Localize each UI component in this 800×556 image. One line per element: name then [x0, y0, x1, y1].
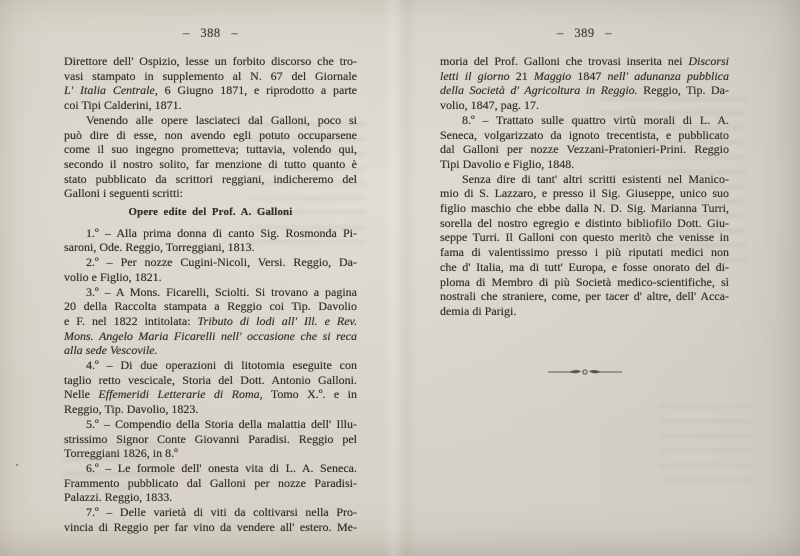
text-line [64, 446, 357, 461]
text-column-right [440, 54, 729, 378]
body-text: demia di Parigi. [440, 303, 517, 318]
body-text: 3.º – A Mons. Ficarelli, Sciolti. Si trovano a pagina [86, 284, 357, 299]
text-line [64, 373, 357, 388]
body-text: fama di valentissimo presso i più riputati medici non [440, 245, 729, 260]
body-text: 20 della Raccolta stampata a Reggio coi Tip. Davolio [64, 299, 357, 314]
text-line [64, 226, 357, 241]
text-line [440, 260, 729, 275]
text-line [64, 461, 357, 476]
body-text: può dire di esse, non avendo egli potuto occuparsene [64, 127, 357, 142]
body-text: 5.º – Compendio della Storia della malattia dell' Illu- [86, 416, 357, 431]
text-line [64, 299, 357, 314]
body-text: Torreggiani 1826, in 8.º [64, 446, 178, 461]
body-text: coi Tipi Calderini, 1871. [64, 98, 182, 113]
text-line [64, 172, 357, 187]
body-text: come il suo ingegno prometteva; tuttavia, volendo qui, [64, 142, 357, 157]
text-line [440, 142, 729, 157]
text-line [64, 387, 357, 402]
text-line [440, 172, 729, 187]
body-text: seppe Turri. Il Galloni con questo meritò che venisse in [440, 230, 729, 245]
text-line [440, 216, 729, 231]
body-text: stato pubblicato da scrittori reggiani, indicheremo del [64, 171, 357, 186]
text-line [440, 275, 729, 290]
body-text: volio, 1847, pag. 17. [440, 98, 539, 113]
text-line [440, 113, 729, 128]
text-line [64, 157, 357, 172]
body-text: Seneca, volgarizzato da ignoto trecentista, e pubblicato [440, 127, 729, 142]
italic-text: Discorsi [688, 54, 729, 68]
text-line [64, 402, 357, 417]
body-text: vincia di Reggio per far vino da vendere all' estero. Me- [64, 519, 357, 534]
italic-text: nell' adunanza pubblica [607, 68, 729, 83]
ornament-divider-icon [547, 366, 623, 378]
body-text: Direttore dell' Ospizio, lesse un forbito discorso che tro- [64, 54, 357, 68]
text-line [440, 54, 729, 69]
text-line [440, 201, 729, 216]
text-line [64, 255, 357, 270]
italic-text: Effemeridi Letterarie di Roma, [98, 387, 263, 402]
text-line [64, 240, 357, 255]
text-line [64, 358, 357, 373]
text-line [64, 128, 357, 143]
text-line [440, 69, 729, 84]
body-text: ploma di Membro di più Società medico-scientifiche, sì [440, 274, 729, 289]
body-text: 8.º – Trattato sulle quattro virtù morali di L. A. [462, 112, 729, 127]
body-text: Tomo X.º. e in [262, 387, 357, 402]
text-line [64, 98, 357, 113]
body-text: dal Galloni per nozze Vezzani-Pratonieri-Prini. Reggio [440, 142, 729, 157]
body-text: Reggio, Tip. Da- [637, 83, 729, 98]
body-text: 6 Giugno 1871, e riprodotto a parte [157, 83, 357, 98]
text-line [440, 230, 729, 245]
body-text: taglio retto vescicale, Storia del Dott. Antonio Galloni. [64, 372, 357, 387]
body-text: strissimo Signor Conte Giovanni Paradisi. Reggio pel [64, 431, 357, 446]
text-line [64, 417, 357, 432]
body-text: Palazzi. Reggio, 1833. [64, 490, 173, 505]
body-text: Senza dire di tant' altri scritti esistenti nel Manico- [462, 171, 729, 186]
text-line [64, 314, 357, 329]
body-text: e F. nel 1822 intitolata: [64, 313, 198, 328]
text-line [440, 186, 729, 201]
body-text: sorella del nostro egregio e distinto bibliofilo Dott. Giu- [440, 215, 729, 230]
body-text: vasi stampato in supplemento al N. 67 del Giornale [64, 68, 357, 83]
text-line [64, 186, 357, 201]
text-line [64, 142, 357, 157]
body-text: 1.º – Alla prima donna di canto Sig. Rosmonda Pi- [86, 225, 357, 240]
italic-text: alla sede Vescovile. [64, 343, 158, 358]
body-text: mio di S. Lazzaro, e presso il Sig. Giuseppe, unico suo [440, 186, 729, 201]
text-line [440, 98, 729, 113]
body-text: che d' Italia, ma di tutt' Europa, e fosse onorato del di- [440, 259, 729, 274]
body-text: Reggio, Tip. Davolio, 1823. [64, 402, 199, 417]
body-text: nostrali che straniere, come, per tacer d' altre, dell' Acca- [440, 289, 729, 304]
italic-text: della Società d' Agricoltura in Reggio. [440, 83, 638, 98]
italic-text: Maggio [533, 68, 578, 83]
body-text: saroni, Ode. Reggio, Torreggiani, 1813. [64, 240, 255, 255]
text-line [64, 83, 357, 98]
text-line [440, 245, 729, 260]
body-text: Venendo alle opere lasciateci dal Galloni, poco si [86, 112, 357, 127]
body-text: 4.º – Di due operazioni di litotomia eseguite con [86, 358, 357, 373]
body-text: Galloni i seguenti scritti: [64, 186, 183, 201]
body-text: moria del Prof. Galloni che trovasi inserita nei [440, 54, 689, 68]
text-line [64, 476, 357, 491]
text-line [64, 343, 357, 358]
italic-text: Mons. Angelo Maria Ficarelli nell' occasione che si reca [64, 328, 357, 343]
text-line [64, 270, 357, 285]
text-line [64, 432, 357, 447]
text-line [64, 329, 357, 344]
body-text: 21 [515, 68, 534, 83]
italic-text: L' Italia Centrale, [64, 83, 158, 98]
text-line [64, 520, 357, 535]
text-line [64, 113, 357, 128]
italic-text: Tributo di lodi all' Ill. e Rev. [197, 313, 357, 328]
body-text: Frammento pubblicato dal Galloni per nozze Paradisi- [64, 475, 357, 490]
page-number-left: – 388 – [183, 26, 238, 40]
text-line [64, 505, 357, 520]
page-number-right: – 389 – [557, 26, 612, 40]
text-line [440, 83, 729, 98]
text-line [440, 128, 729, 143]
text-column-left [64, 54, 357, 535]
text-line [440, 157, 729, 172]
body-text: 1847 [577, 68, 608, 83]
text-line [440, 289, 729, 304]
page-right [400, 0, 800, 556]
body-text: secondo il nostro solito, far menzione di tutto quanto è [64, 156, 357, 171]
body-text: Tipi Davolio e Figlio, 1848. [440, 156, 575, 171]
body-text: volio e Figlio, 1821. [64, 269, 162, 284]
text-line [64, 490, 357, 505]
italic-text: letti il giorno [440, 68, 516, 83]
text-line [64, 69, 357, 84]
body-text: 7.º – Delle varietà di viti da coltivarsi nella Pro- [86, 505, 357, 520]
text-line [64, 285, 357, 300]
body-text: Nelle [64, 387, 99, 402]
text-line [440, 304, 729, 319]
body-text: 2.º – Per nozze Cugini-Nicoli, Versi. Reggio, Da- [86, 255, 357, 270]
text-line [64, 54, 357, 69]
body-text: figlio maschio che ebbe dalla N. D. Sig. Marianna Turri, [440, 201, 729, 216]
section-heading: Opere edite del Prof. A. Galloni [128, 206, 293, 219]
body-text: 6.º – Le formole dell' onesta vita di L. A. Seneca. [86, 460, 357, 475]
